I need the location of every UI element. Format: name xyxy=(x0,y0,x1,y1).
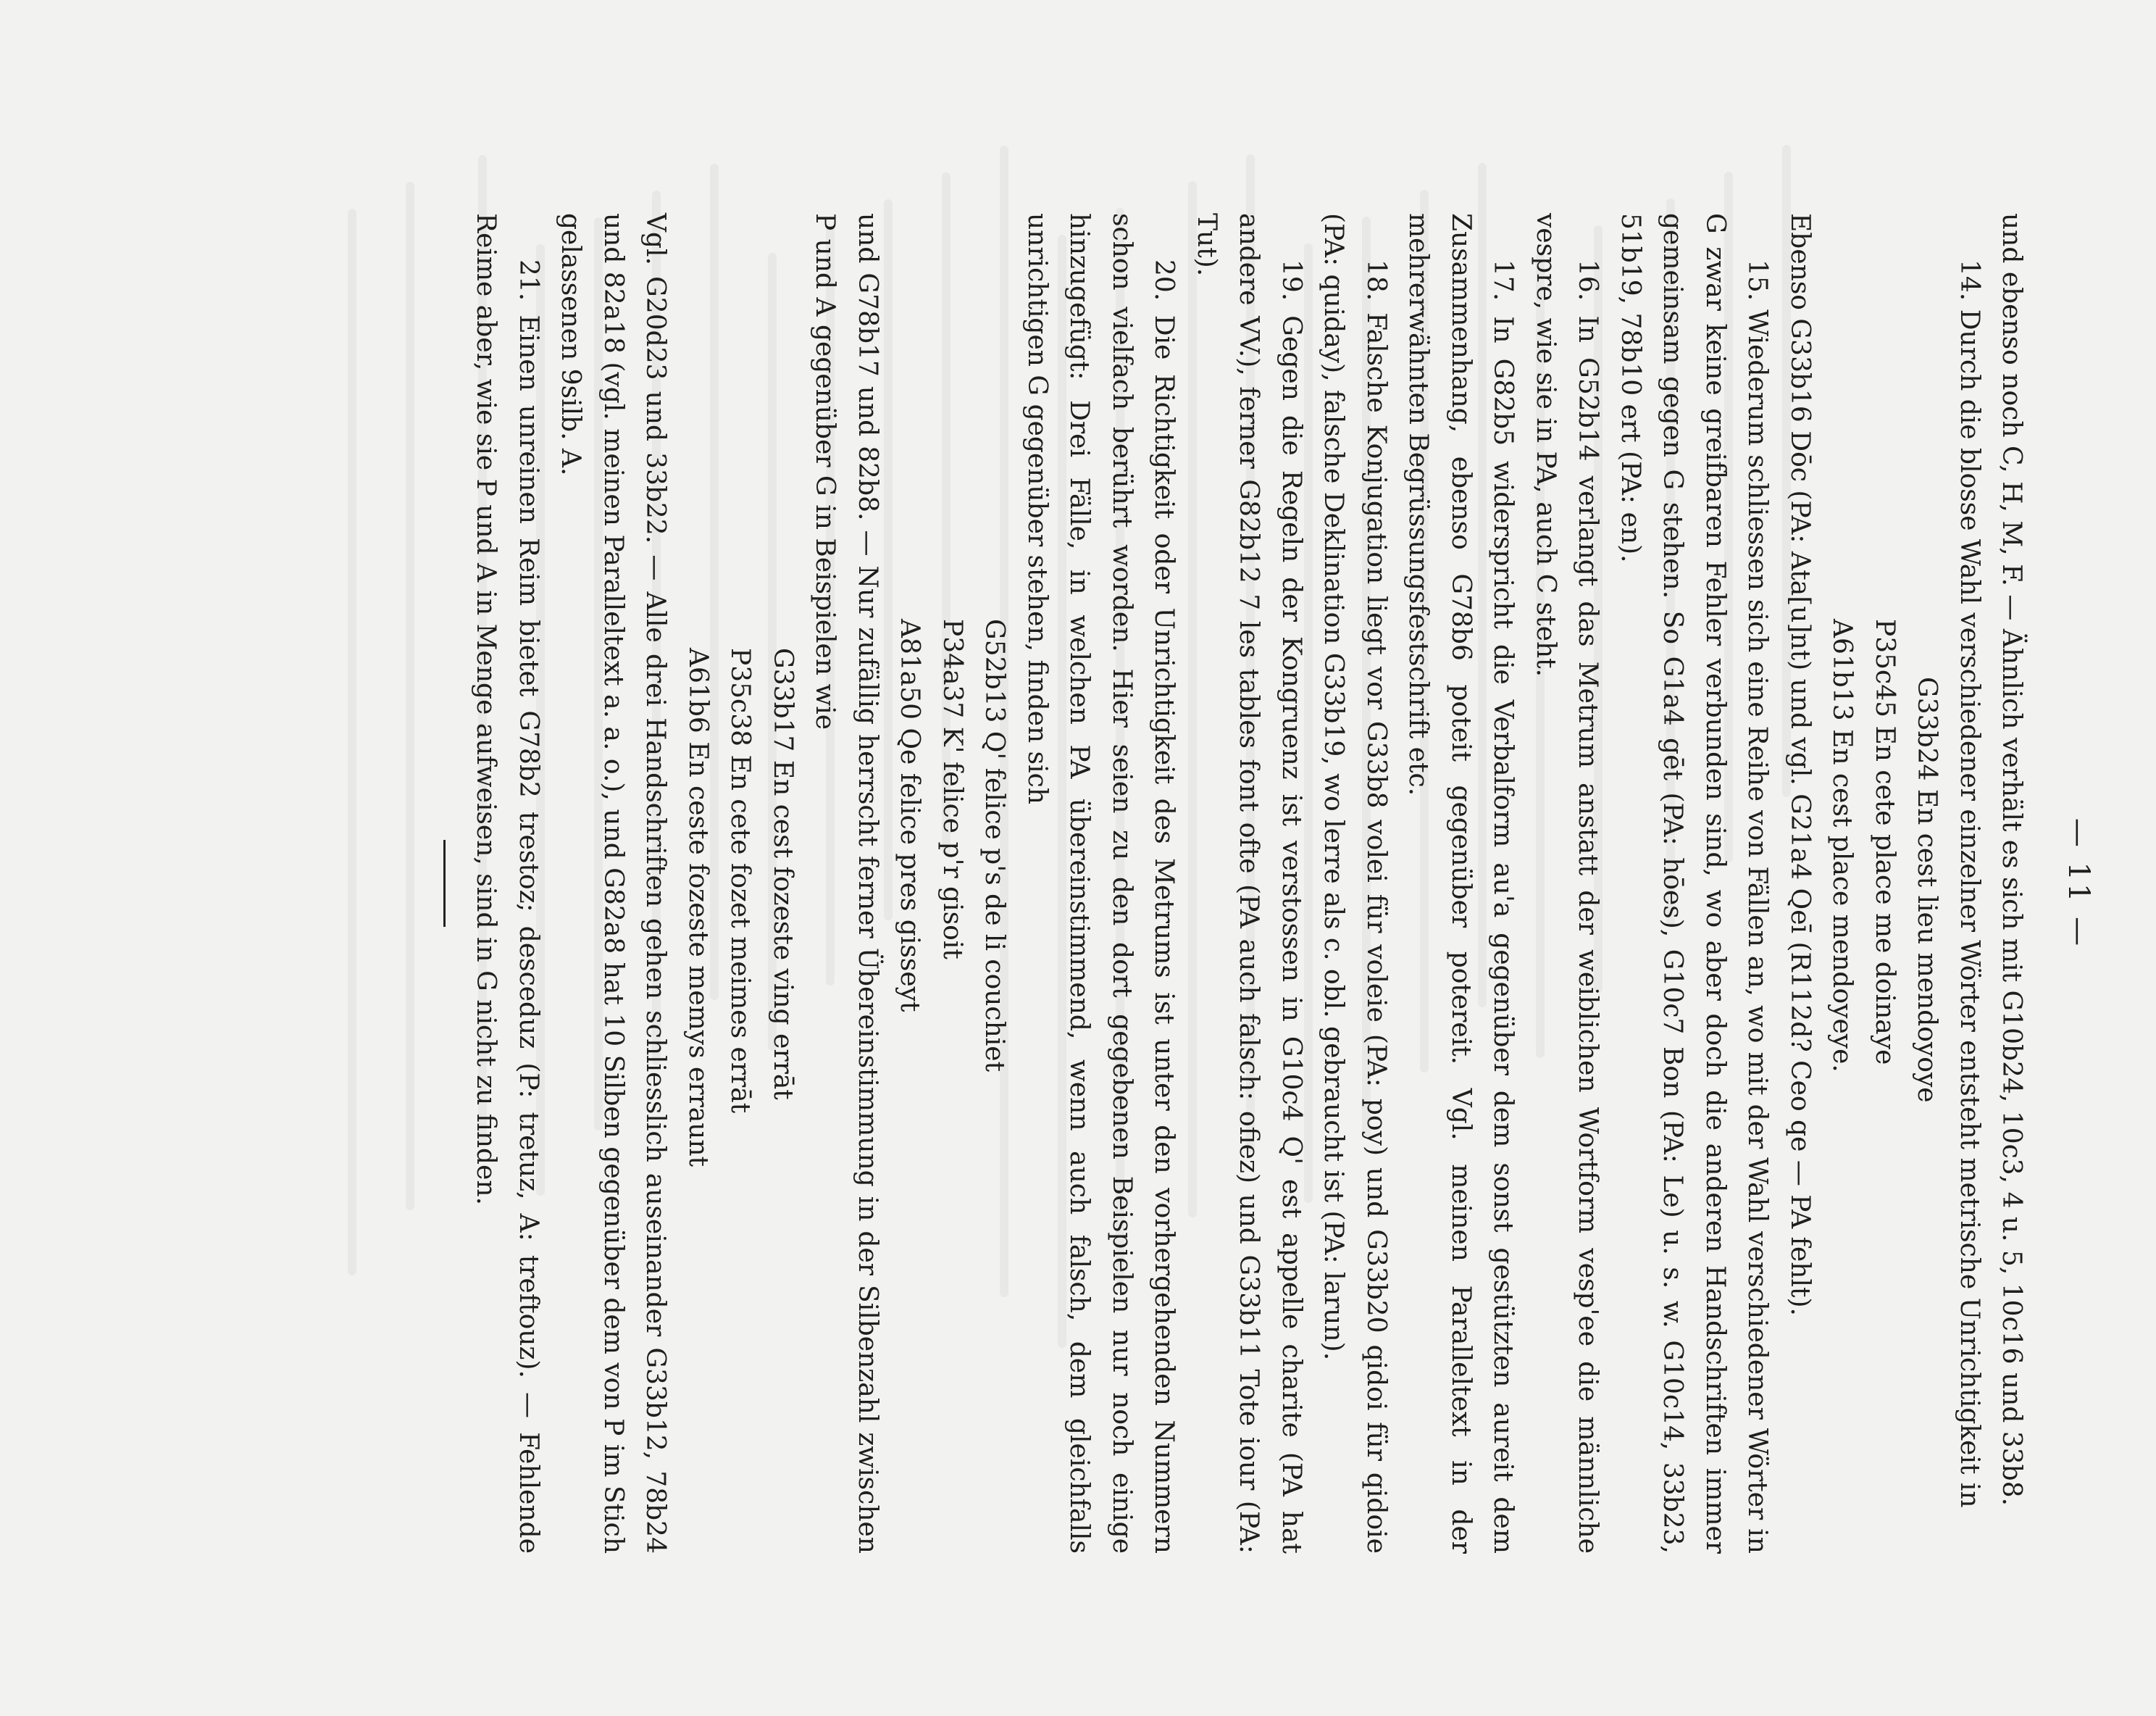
paragraph-14-ebenso: Ebenso G33b16 Dōc (PA: Ata[u]nt) und vgl. G21a4 Qeī (R112d? Ceo qe — PA fehlt). xyxy=(1785,213,1815,1316)
example-20a-p: P34a37 K' felice p'r gisoit xyxy=(937,619,967,959)
paragraph-14: 14. Durch die blosse Wahl verschiedener einzelner Wörter entsteht metrische Unrichtigkeit in xyxy=(1955,259,1984,1508)
paragraph-20-vgl: Vgl. G20d23 und 33b22. — Alle drei Handschriften gehen schliesslich auseinander G33b12, 78b24 und 82a18 (vgl. meinen Paralleltext a. a. o.), und G82a8 hat 10 Silben gegenüber dem von P im Stich gelassenen 9silb. A. xyxy=(556,213,671,1554)
example-20b-a: A61b6 En ceste fozeste memys erraunt xyxy=(683,648,713,1167)
closing-rule xyxy=(443,840,446,927)
paragraph-continuation: und ebenso noch C, H, M, F. — Ähnlich verhält es sich mit G10b24, 10c3, 4 u. 5, 10c16 und 33b8. xyxy=(1997,213,2027,1507)
paragraph-18: 18. Falsche Konjugation liegt vor G33b8 volei für voleie (PA: poy) und G33b20 qidoi für qidoie (PA: quiday), falsche Deklination G33b19, wo lerre als c. obl. gebraucht ist (PA: larun). xyxy=(1319,213,1391,1554)
paragraph-16: 16. In G52b14 verlangt das Metrum anstatt der weiblichen Wortform vesp'ee die männliche vespre, wie sie in PA, auch C steht. xyxy=(1531,213,1603,1554)
paragraph-21: 21. Einen unreinen Reim bietet G78b2 trestoz; desceduz (P: tretuz, A: treftouz). — Fehlende Reime aber, wie sie P und A in Menge aufweisen, sind in G nicht zu finden. xyxy=(471,213,543,1554)
paragraph-19: 19. Gegen die Regeln der Kongruenz ist verstossen in G10c4 Q' est appelle charite (PA hat andere VV.), ferner G82b12 7 les tables font ofte (PA auch falsch: ofiez) und G33b11 Tote iour (PA: Tut). xyxy=(1192,213,1306,1554)
example-20b-g: G33b17 En cest fozeste ving errāt xyxy=(768,648,798,1100)
paragraph-20: 20. Die Richtigkeit oder Unrichtigkeit des Metrums ist unter den vorhergehenden Nummern schon vielfach berührt worden. Hier seien zu den dort gegebenen Beispielen nur noch einige hinzugefügt: Drei Fälle, in welchen PA übereinstimmend, wenn auch falsch, dem gleichfalls unrichtigen G gegenüber stehen, finden sich xyxy=(1022,213,1179,1554)
example-14-a: A61b13 En cest place mendoyeye. xyxy=(1827,619,1858,1072)
example-20b-p: P35c38 En cete fozet meimes errāt xyxy=(725,648,756,1114)
example-20a-g: G52b13 Q' felice p's de li couchiet xyxy=(979,619,1010,1072)
book-page xyxy=(42,104,2114,1612)
paragraph-20-continued: und G78b17 und 82b8. — Nur zufällig herrscht ferner Übereinstimmung in der Silbenzahl zwischen P und A gegenüber G in Beispielen wie xyxy=(810,213,882,1554)
page-number: — 11 — xyxy=(2062,817,2095,949)
example-14-p: P35c45 En cete place me doinaye xyxy=(1870,619,1900,1065)
example-20a-a: A81a50 Qe felice pres gisseyt xyxy=(895,619,925,1012)
paragraph-15: 15. Wiederum schliessen sich eine Reihe von Fällen an, wo mit der Wahl verschiedener Wörter in G zwar keine greifbaren Fehler verbunden sind, wo aber doch die anderen Handschriften immer gemeinsam gegen G stehen. So G1a4 gēt (PA: hōes), G10c7 Bon (PA: Le) u. s. w. G10c14, 33b23, 51b19, 78b10 ert (PA: en). xyxy=(1616,213,1773,1554)
example-14-g: G33b24 En cest lieu mendoyoye xyxy=(1912,677,1942,1103)
paragraph-17: 17. In G82b5 widerspricht die Verbalform au'a gegenüber dem sonst gestützten aureit dem Zusammenhang, ebenso G78b6 poteit gegenüber potereit. Vgl. meinen Paralleltext in der mehrerwähnten Begrüssungsfestschrift etc. xyxy=(1403,213,1518,1554)
